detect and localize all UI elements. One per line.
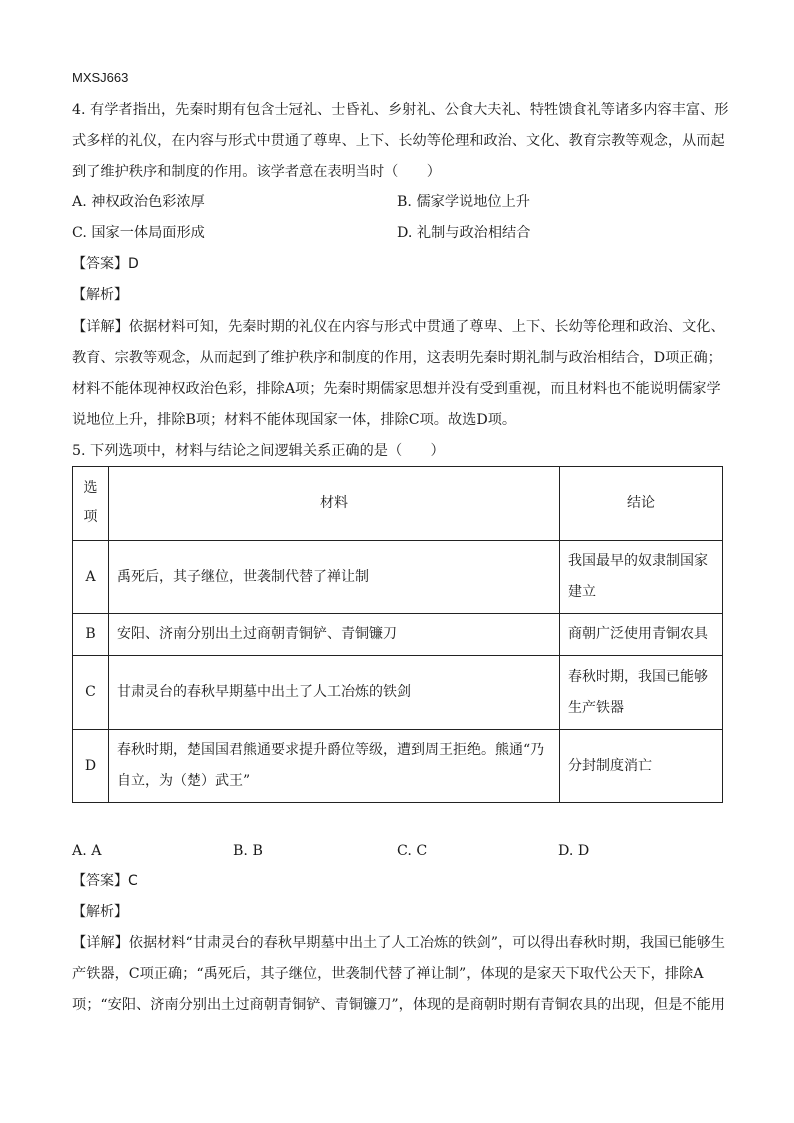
q5-option-a: A. A	[72, 843, 102, 859]
q4-detail-line-3: 材料不能体现神权政治色彩，排除A项；先秦时期儒家思想并没有受到重视，而且材料也不能说明儒家学	[72, 381, 721, 397]
row-d-material: 春秋时期，楚国国君熊通要求提升爵位等级，遭到周王拒绝。熊通“乃自立，为（楚）武王”	[109, 730, 560, 803]
row-a-option: A	[73, 541, 109, 614]
row-b-option: B	[73, 614, 109, 656]
header-option	[73, 467, 109, 541]
table-row	[73, 614, 723, 656]
q5-option-c: C. C	[397, 843, 428, 859]
q5-detail-line-1: 【详解】依据材料“甘肃灵台的春秋早期墓中出土了人工冶炼的铁剑”，可以得出春秋时期，我国已能够生	[72, 935, 725, 951]
header-material: 材料	[109, 467, 560, 541]
q4-analysis-label: 【解析】	[72, 287, 128, 303]
q4-stem-line-2: 式多样的礼仪，在内容与形式中贯通了尊卑、上下、长幼等伦理和政治、文化、教育宗教等观念，从而起	[72, 133, 725, 149]
q4-option-d: D. 礼制与政治相结合	[397, 225, 531, 241]
q5-material-table	[72, 466, 723, 803]
q5-option-d: D. D	[558, 843, 590, 859]
header-code: MXSJ663	[72, 70, 129, 85]
q5-analysis-label: 【解析】	[72, 904, 128, 920]
row-d-conclusion: 分封制度消亡	[560, 730, 723, 803]
q4-option-c: C. 国家一体局面形成	[72, 225, 205, 241]
table-header-row	[73, 467, 723, 541]
row-a-material: 禹死后，其子继位，世袭制代替了禅让制	[109, 541, 560, 614]
row-b-conclusion: 商朝广泛使用青铜农具	[560, 614, 723, 656]
q5-detail-line-2: 产铁器，C项正确；“禹死后，其子继位，世袭制代替了禅让制”，体现的是家天下取代公天下，排除A	[72, 966, 704, 982]
table-row	[73, 730, 723, 803]
row-c-material: 甘肃灵台的春秋早期墓中出土了人工冶炼的铁剑	[109, 656, 560, 730]
row-d-option: D	[73, 730, 109, 803]
row-b-material: 安阳、济南分别出土过商朝青铜铲、青铜镰刀	[109, 614, 560, 656]
q4-detail-line-2: 教育、宗教等观念，从而起到了维护秩序和制度的作用，这表明先秦时期礼制与政治相结合，D项正确；	[72, 350, 722, 366]
q5-stem: 5. 下列选项中，材料与结论之间逻辑关系正确的是（ ）	[72, 443, 445, 459]
q5-answer: 【答案】C	[72, 873, 138, 889]
row-c-option: C	[73, 656, 109, 730]
q4-option-a: A. 神权政治色彩浓厚	[72, 194, 205, 210]
q5-detail-line-3: 项；“安阳、济南分别出土过商朝青铜铲、青铜镰刀”，体现的是商朝时期有青铜农具的出现，但是不能用	[72, 997, 725, 1013]
header-conclusion: 结论	[560, 467, 723, 541]
row-a-conclusion: 我国最早的奴隶制国家建立	[560, 541, 723, 614]
row-c-conclusion: 春秋时期，我国已能够生产铁器	[560, 656, 723, 730]
q4-stem-line-3: 到了维护秩序和制度的作用。该学者意在表明当时（ ）	[72, 164, 441, 180]
q4-stem-line-1: 4. 有学者指出，先秦时期有包含士冠礼、士昏礼、乡射礼、公食大夫礼、特牲馈食礼等诸多内容丰富、形	[72, 102, 729, 118]
q4-detail-line-4: 说地位上升，排除B项；材料不能体现国家一体，排除C项。故选D项。	[72, 412, 517, 428]
table-row	[73, 656, 723, 730]
q4-option-b: B. 儒家学说地位上升	[397, 194, 530, 210]
q5-option-b: B. B	[233, 843, 263, 859]
q4-detail-line-1: 【详解】依据材料可知，先秦时期的礼仪在内容与形式中贯通了尊卑、上下、长幼等伦理和政治、文化、	[72, 319, 725, 335]
table-row	[73, 541, 723, 614]
q4-answer: 【答案】D	[72, 256, 139, 272]
header-option-text: 选 项	[83, 480, 98, 525]
